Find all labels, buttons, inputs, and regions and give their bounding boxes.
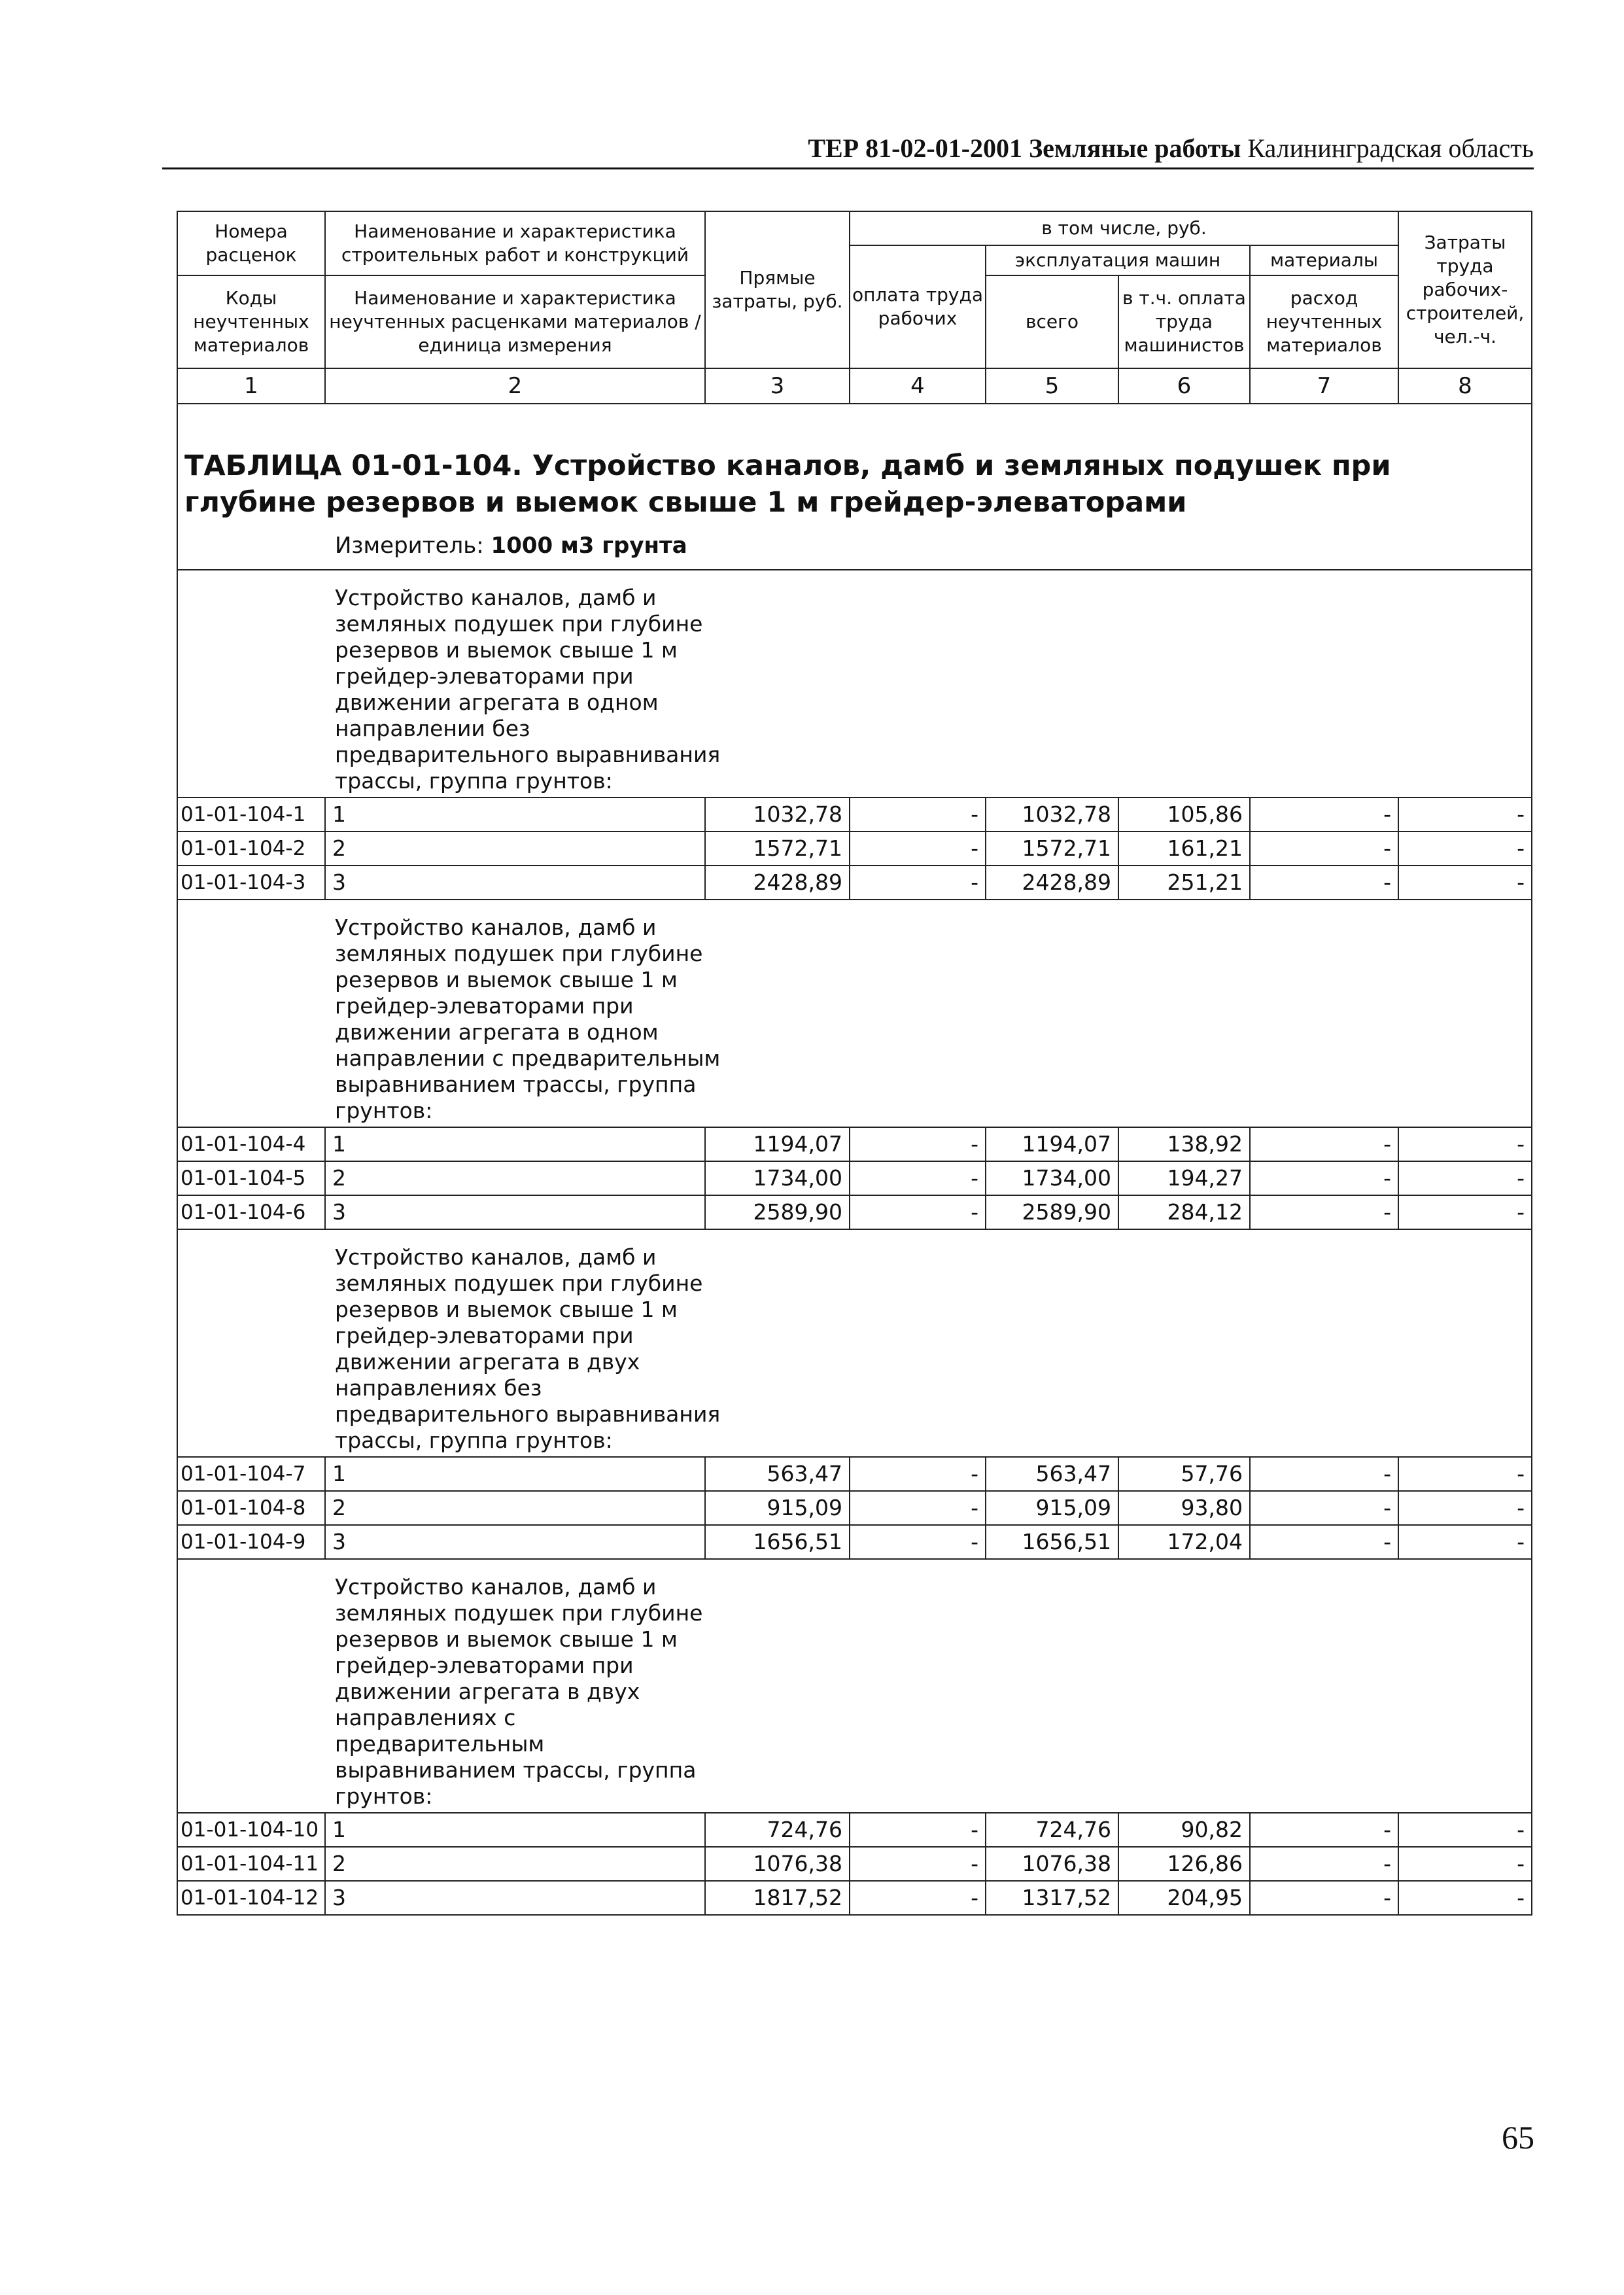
soil-group-cell: 2 bbox=[325, 1491, 705, 1525]
header-machines-total: всего bbox=[986, 275, 1118, 368]
table-title-cell bbox=[177, 404, 1532, 570]
machinist-pay-cell: 138,92 bbox=[1118, 1127, 1250, 1161]
materials-cell: - bbox=[1250, 1491, 1398, 1525]
group-description: Устройство каналов, дамб и земляных подушек при глубине резервов и выемок свыше 1 м грейдер-элеваторами при движении агрегата в одном направлении с предварительным выравниванием трассы, группа грунтов: bbox=[335, 915, 721, 1123]
table-row bbox=[177, 1847, 1532, 1881]
direct-cost-cell: 1656,51 bbox=[705, 1525, 850, 1559]
labor-pay-cell: - bbox=[850, 1847, 986, 1881]
machinist-pay-cell: 57,76 bbox=[1118, 1457, 1250, 1491]
section-name: Земляные работы bbox=[1029, 133, 1241, 163]
rate-code-cell: 01-01-104-5 bbox=[177, 1161, 325, 1195]
machinist-pay-cell: 284,12 bbox=[1118, 1195, 1250, 1229]
group-description-cell bbox=[177, 900, 1532, 1127]
labor-hours-cell: - bbox=[1398, 1847, 1532, 1881]
labor-hours-cell: - bbox=[1398, 1491, 1532, 1525]
labor-hours-cell: - bbox=[1398, 1525, 1532, 1559]
header-including: в том числе, руб. bbox=[850, 211, 1398, 245]
header-labor-costs: Затраты труда рабочих-строителей, чел.-ч. bbox=[1398, 211, 1532, 368]
column-number: 1 bbox=[177, 368, 325, 404]
header-rule bbox=[162, 167, 1534, 169]
group-description-row bbox=[177, 1229, 1532, 1457]
header-direct-costs: Прямые затраты, руб. bbox=[705, 211, 850, 368]
direct-cost-cell: 2428,89 bbox=[705, 866, 850, 900]
labor-hours-cell: - bbox=[1398, 797, 1532, 832]
group-description-row bbox=[177, 570, 1532, 797]
machines-total-cell: 1734,00 bbox=[986, 1161, 1118, 1195]
header-machine-operation: эксплуатация машин bbox=[986, 245, 1250, 275]
document-code: ТЕР 81-02-01-2001 bbox=[808, 133, 1023, 163]
header-work-name: Наименование и характеристика строительных работ и конструкций bbox=[325, 211, 705, 275]
materials-cell: - bbox=[1250, 1127, 1398, 1161]
meter-label: Измеритель: bbox=[335, 533, 484, 559]
region-name: Калининградская область bbox=[1247, 133, 1534, 163]
machines-total-cell: 1572,71 bbox=[986, 832, 1118, 866]
labor-hours-cell: - bbox=[1398, 1457, 1532, 1491]
rate-code-cell: 01-01-104-6 bbox=[177, 1195, 325, 1229]
machines-total-cell: 1194,07 bbox=[986, 1127, 1118, 1161]
direct-cost-cell: 1194,07 bbox=[705, 1127, 850, 1161]
machines-total-cell: 915,09 bbox=[986, 1491, 1118, 1525]
direct-cost-cell: 1734,00 bbox=[705, 1161, 850, 1195]
soil-group-cell: 1 bbox=[325, 1457, 705, 1491]
labor-pay-cell: - bbox=[850, 797, 986, 832]
rates-table bbox=[177, 211, 1532, 1916]
table-row bbox=[177, 866, 1532, 900]
group-description-row bbox=[177, 1559, 1532, 1813]
header-material-consumption: расход неучтенных материалов bbox=[1250, 275, 1398, 368]
page-number: 65 bbox=[1502, 2119, 1534, 2156]
header-labor-pay: оплата труда рабочих bbox=[850, 245, 986, 368]
direct-cost-cell: 1572,71 bbox=[705, 832, 850, 866]
column-number: 8 bbox=[1398, 368, 1532, 404]
running-head bbox=[162, 133, 1534, 164]
group-description: Устройство каналов, дамб и земляных подушек при глубине резервов и выемок свыше 1 м грейдер-элеваторами при движении агрегата в двух направлениях с предварительным выравниванием трассы, группа грунтов: bbox=[335, 1574, 703, 1809]
group-description: Устройство каналов, дамб и земляных подушек при глубине резервов и выемок свыше 1 м грейдер-элеваторами при движении агрегата в двух направлениях без предварительного выравнивания трассы, группа грунтов: bbox=[335, 1244, 721, 1453]
group-description-cell bbox=[177, 570, 1532, 797]
meter-value: 1000 м3 грунта bbox=[491, 533, 687, 559]
machinist-pay-cell: 126,86 bbox=[1118, 1847, 1250, 1881]
meter bbox=[178, 521, 1531, 569]
table-row bbox=[177, 1195, 1532, 1229]
soil-group-cell: 1 bbox=[325, 1127, 705, 1161]
materials-cell: - bbox=[1250, 1457, 1398, 1491]
labor-pay-cell: - bbox=[850, 1813, 986, 1847]
soil-group-cell: 3 bbox=[325, 1525, 705, 1559]
machines-total-cell: 563,47 bbox=[986, 1457, 1118, 1491]
materials-cell: - bbox=[1250, 1195, 1398, 1229]
table-title-row bbox=[177, 404, 1532, 570]
machinist-pay-cell: 93,80 bbox=[1118, 1491, 1250, 1525]
header-material-codes: Коды неучтенных материалов bbox=[177, 275, 325, 368]
direct-cost-cell: 1032,78 bbox=[705, 797, 850, 832]
table-row bbox=[177, 1813, 1532, 1847]
rate-code-cell: 01-01-104-10 bbox=[177, 1813, 325, 1847]
machinist-pay-cell: 161,21 bbox=[1118, 832, 1250, 866]
header-row-1 bbox=[177, 211, 1532, 245]
rate-code-cell: 01-01-104-3 bbox=[177, 866, 325, 900]
table-row bbox=[177, 1127, 1532, 1161]
labor-pay-cell: - bbox=[850, 1127, 986, 1161]
machinist-pay-cell: 172,04 bbox=[1118, 1525, 1250, 1559]
labor-hours-cell: - bbox=[1398, 1161, 1532, 1195]
materials-cell: - bbox=[1250, 1161, 1398, 1195]
rate-code-cell: 01-01-104-2 bbox=[177, 832, 325, 866]
table-row bbox=[177, 1491, 1532, 1525]
machines-total-cell: 2589,90 bbox=[986, 1195, 1118, 1229]
soil-group-cell: 1 bbox=[325, 1813, 705, 1847]
rate-code-cell: 01-01-104-9 bbox=[177, 1525, 325, 1559]
table-row bbox=[177, 1457, 1532, 1491]
column-number: 3 bbox=[705, 368, 850, 404]
header-rate-numbers: Номера расценок bbox=[177, 211, 325, 275]
materials-cell: - bbox=[1250, 1847, 1398, 1881]
direct-cost-cell: 1076,38 bbox=[705, 1847, 850, 1881]
machinist-pay-cell: 105,86 bbox=[1118, 797, 1250, 832]
soil-group-cell: 2 bbox=[325, 832, 705, 866]
direct-cost-cell: 2589,90 bbox=[705, 1195, 850, 1229]
labor-pay-cell: - bbox=[850, 1491, 986, 1525]
labor-hours-cell: - bbox=[1398, 1195, 1532, 1229]
soil-group-cell: 1 bbox=[325, 797, 705, 832]
labor-hours-cell: - bbox=[1398, 1813, 1532, 1847]
machinist-pay-cell: 90,82 bbox=[1118, 1813, 1250, 1847]
table-row bbox=[177, 1881, 1532, 1915]
materials-cell: - bbox=[1250, 1813, 1398, 1847]
direct-cost-cell: 915,09 bbox=[705, 1491, 850, 1525]
column-number: 7 bbox=[1250, 368, 1398, 404]
rate-code-cell: 01-01-104-1 bbox=[177, 797, 325, 832]
column-number: 2 bbox=[325, 368, 705, 404]
machines-total-cell: 1656,51 bbox=[986, 1525, 1118, 1559]
rate-code-cell: 01-01-104-8 bbox=[177, 1491, 325, 1525]
machinist-pay-cell: 251,21 bbox=[1118, 866, 1250, 900]
table-row bbox=[177, 797, 1532, 832]
rate-code-cell: 01-01-104-7 bbox=[177, 1457, 325, 1491]
labor-hours-cell: - bbox=[1398, 866, 1532, 900]
labor-pay-cell: - bbox=[850, 866, 986, 900]
rate-code-cell: 01-01-104-4 bbox=[177, 1127, 325, 1161]
column-number: 4 bbox=[850, 368, 986, 404]
materials-cell: - bbox=[1250, 866, 1398, 900]
labor-pay-cell: - bbox=[850, 1881, 986, 1915]
soil-group-cell: 3 bbox=[325, 866, 705, 900]
labor-hours-cell: - bbox=[1398, 1881, 1532, 1915]
column-number: 5 bbox=[986, 368, 1118, 404]
labor-hours-cell: - bbox=[1398, 832, 1532, 866]
group-description-cell bbox=[177, 1559, 1532, 1813]
labor-pay-cell: - bbox=[850, 832, 986, 866]
labor-hours-cell: - bbox=[1398, 1127, 1532, 1161]
machines-total-cell: 724,76 bbox=[986, 1813, 1118, 1847]
header-materials: материалы bbox=[1250, 245, 1398, 275]
soil-group-cell: 2 bbox=[325, 1847, 705, 1881]
materials-cell: - bbox=[1250, 797, 1398, 832]
group-description: Устройство каналов, дамб и земляных подушек при глубине резервов и выемок свыше 1 м грейдер-элеваторами при движении агрегата в одном направлении без предварительного выравнивания трассы, группа грунтов: bbox=[335, 585, 721, 794]
materials-cell: - bbox=[1250, 1525, 1398, 1559]
labor-pay-cell: - bbox=[850, 1195, 986, 1229]
column-number: 6 bbox=[1118, 368, 1250, 404]
groups-body bbox=[177, 570, 1532, 1915]
header-material-name: Наименование и характеристика неучтенных расценками материалов / единица измерения bbox=[325, 275, 705, 368]
rate-code-cell: 01-01-104-12 bbox=[177, 1881, 325, 1915]
table-row bbox=[177, 1525, 1532, 1559]
labor-pay-cell: - bbox=[850, 1457, 986, 1491]
labor-pay-cell: - bbox=[850, 1161, 986, 1195]
machinist-pay-cell: 204,95 bbox=[1118, 1881, 1250, 1915]
group-description-cell bbox=[177, 1229, 1532, 1457]
labor-pay-cell: - bbox=[850, 1525, 986, 1559]
soil-group-cell: 3 bbox=[325, 1195, 705, 1229]
machines-total-cell: 1317,52 bbox=[986, 1881, 1118, 1915]
rate-code-cell: 01-01-104-11 bbox=[177, 1847, 325, 1881]
direct-cost-cell: 1817,52 bbox=[705, 1881, 850, 1915]
soil-group-cell: 3 bbox=[325, 1881, 705, 1915]
machines-total-cell: 1032,78 bbox=[986, 797, 1118, 832]
group-description-row bbox=[177, 900, 1532, 1127]
materials-cell: - bbox=[1250, 1881, 1398, 1915]
materials-cell: - bbox=[1250, 832, 1398, 866]
table-row bbox=[177, 1161, 1532, 1195]
table-title: ТАБЛИЦА 01-01-104. Устройство каналов, дамб и земляных подушек при глубине резервов и выемок свыше 1 м грейдер-элеваторами bbox=[184, 449, 1391, 519]
direct-cost-cell: 563,47 bbox=[705, 1457, 850, 1491]
soil-group-cell: 2 bbox=[325, 1161, 705, 1195]
machines-total-cell: 1076,38 bbox=[986, 1847, 1118, 1881]
table-row bbox=[177, 832, 1532, 866]
direct-cost-cell: 724,76 bbox=[705, 1813, 850, 1847]
machines-total-cell: 2428,89 bbox=[986, 866, 1118, 900]
header-machinist-pay: в т.ч. оплата труда машинистов bbox=[1118, 275, 1250, 368]
machinist-pay-cell: 194,27 bbox=[1118, 1161, 1250, 1195]
column-number-row bbox=[177, 368, 1532, 404]
